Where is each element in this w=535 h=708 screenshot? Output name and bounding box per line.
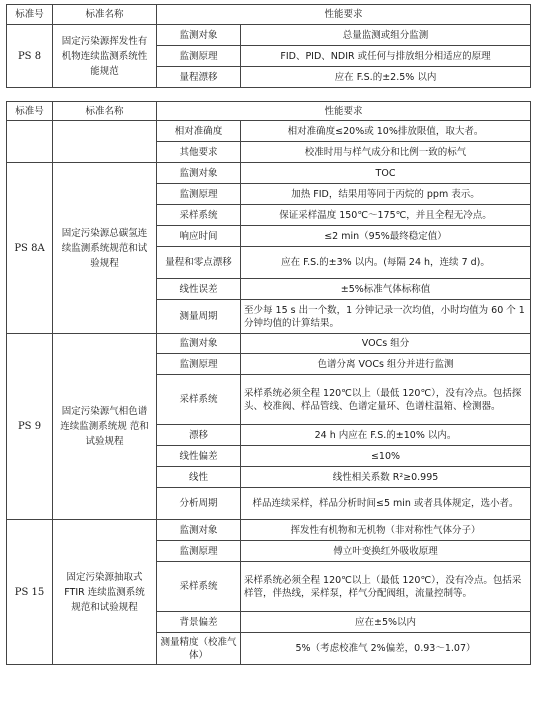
item-label: 线性误差 <box>157 279 241 300</box>
std-name: 固定污染源抽取式FTIR 连续监测系统 规范和试验规程 <box>53 520 157 665</box>
item-req: 挥发性有机物和无机物（非对称性气体分子） <box>241 520 531 541</box>
item-req: 保证采样温度 150℃～175℃，并且全程无冷点。 <box>241 205 531 226</box>
std-name: 固定污染源总碳氢连续监测系统规范和试验规程 <box>53 163 157 334</box>
item-label: 线性偏差 <box>157 446 241 467</box>
header-std-no: 标准号 <box>7 102 53 121</box>
std-no: PS 9 <box>7 334 53 520</box>
item-req: ≤10% <box>241 446 531 467</box>
item-req: 相对准确度≤20%或 10%排放限值，取大者。 <box>241 121 531 142</box>
std-name: 固定污染源气相色谱连续监测系统规 范和试验规程 <box>53 334 157 520</box>
std-no: PS 8 <box>7 25 53 88</box>
item-label: 采样系统 <box>157 375 241 425</box>
item-label: 相对准确度 <box>157 121 241 142</box>
std-no: PS 15 <box>7 520 53 665</box>
item-label: 漂移 <box>157 425 241 446</box>
item-req: FID、PID、NDIR 或任何与排放组分相适应的原理 <box>241 46 531 67</box>
item-req: VOCs 组分 <box>241 334 531 354</box>
item-req: 24 h 内应在 F.S.的±10% 以内。 <box>241 425 531 446</box>
header-std-name: 标准名称 <box>53 102 157 121</box>
item-label: 量程和零点漂移 <box>157 247 241 279</box>
item-req: 至少每 15 s 出一个数，1 分钟记录一次均值，小时均值为 60 个 1 分钟均值的计算结果。 <box>241 300 531 334</box>
std-no-empty <box>7 121 53 163</box>
item-label: 线性 <box>157 467 241 488</box>
header-perf: 性能要求 <box>157 5 531 25</box>
item-req: 应在 F.S.的±3% 以内。(每隔 24 h，连续 7 d)。 <box>241 247 531 279</box>
item-label: 测量周期 <box>157 300 241 334</box>
item-req: TOC <box>241 163 531 184</box>
item-req: ±5%标准气体标称值 <box>241 279 531 300</box>
item-req: 应在±5%以内 <box>241 612 531 633</box>
item-req: 总量监测或组分监测 <box>241 25 531 46</box>
item-label: 测量精度（校准气体） <box>157 633 241 665</box>
item-req: 色谱分离 VOCs 组分并进行监测 <box>241 354 531 375</box>
std-name-empty <box>53 121 157 163</box>
item-req: 采样系统必须全程 120℃以上（最低 120℃），没有冷点。包括采样管，伴热线，采样泵，样气分配阀组，流量控制等。 <box>241 562 531 612</box>
item-req: 加热 FID，结果用等同于丙烷的 ppm 表示。 <box>241 184 531 205</box>
std-no: PS 8A <box>7 163 53 334</box>
item-req: 校准时用与样气成分和比例一致的标气 <box>241 142 531 163</box>
item-label: 响应时间 <box>157 226 241 247</box>
item-req: ≤2 min（95%最终稳定值） <box>241 226 531 247</box>
item-req: 应在 F.S.的±2.5% 以内 <box>241 67 531 88</box>
item-label: 监测对象 <box>157 334 241 354</box>
std-name: 固定污染源挥发性有机物连续监测系统性能规范 <box>53 25 157 88</box>
item-req: 线性相关系数 R²≥0.995 <box>241 467 531 488</box>
header-std-name: 标准名称 <box>53 5 157 25</box>
item-req: 采样系统必须全程 120℃以上（最低 120℃），没有冷点。包括探头、校准阀、样品管线、色谱定量环、色谱柱温箱、检测器。 <box>241 375 531 425</box>
item-label: 背景偏差 <box>157 612 241 633</box>
item-label: 其他要求 <box>157 142 241 163</box>
item-req: 5%（考虑校准气 2%偏差，0.93～1.07） <box>241 633 531 665</box>
table-ps8 <box>6 4 531 88</box>
item-label: 监测对象 <box>157 25 241 46</box>
item-label: 监测原理 <box>157 46 241 67</box>
item-label: 监测对象 <box>157 163 241 184</box>
item-req: 傅立叶变换红外吸收原理 <box>241 541 531 562</box>
item-label: 监测原理 <box>157 184 241 205</box>
item-label: 分析周期 <box>157 488 241 520</box>
item-label: 量程漂移 <box>157 67 241 88</box>
item-label: 监测原理 <box>157 354 241 375</box>
item-label: 采样系统 <box>157 562 241 612</box>
item-label: 监测对象 <box>157 520 241 541</box>
item-label: 监测原理 <box>157 541 241 562</box>
header-perf: 性能要求 <box>157 102 531 121</box>
header-std-no: 标准号 <box>7 5 53 25</box>
item-req: 样品连续采样，样品分析时间≤5 min 或者具体规定，选小者。 <box>241 488 531 520</box>
table-ps-series <box>6 101 531 665</box>
item-label: 采样系统 <box>157 205 241 226</box>
